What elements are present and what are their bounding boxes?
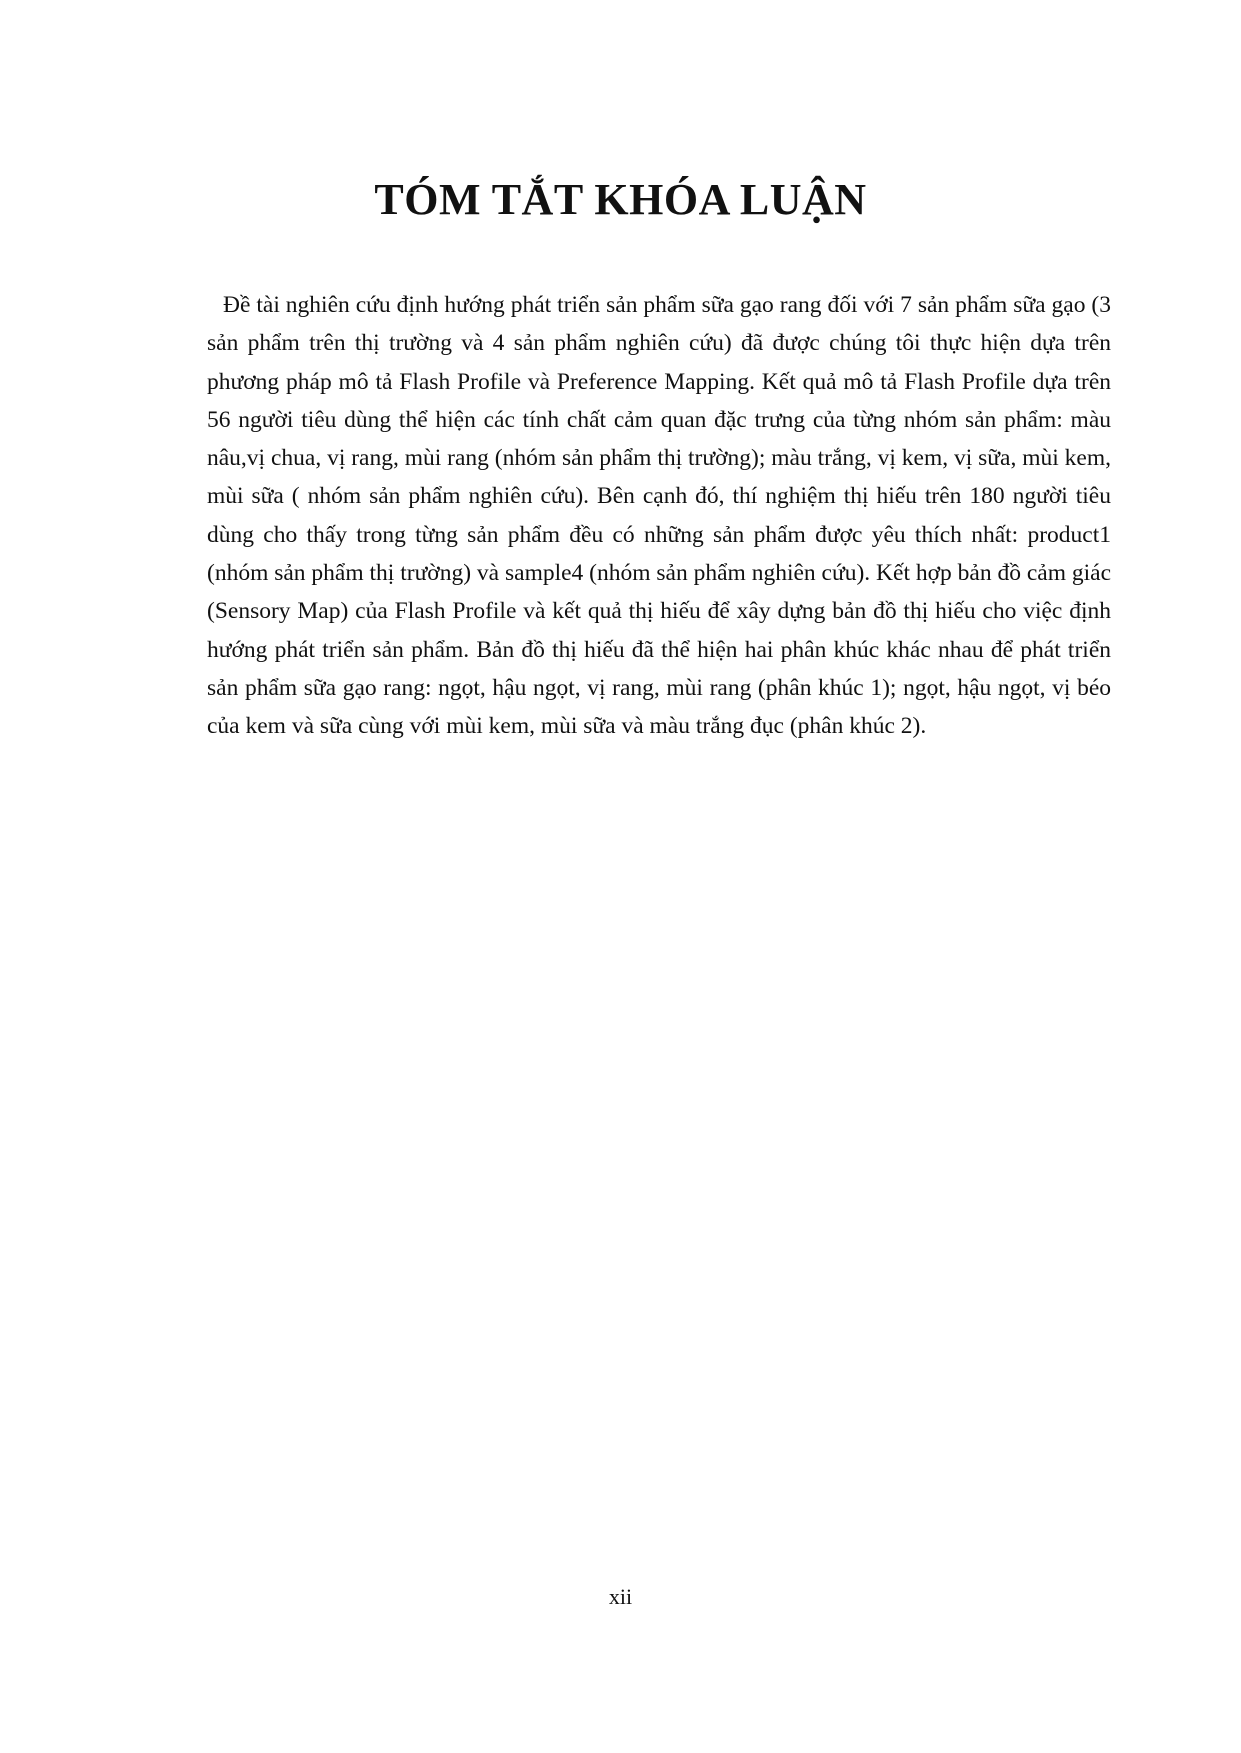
abstract-paragraph: Đề tài nghiên cứu định hướng phát triển sản phẩm sữa gạo rang đối với 7 sản phẩm sữa gạo (3 sản phẩm trên thị trường và 4 sản phẩm nghiên cứu) đã được chúng tôi thực hiện dựa trên phương pháp mô tả Flash Profile và Preference Mapping. Kết quả mô tả Flash Profile dựa trên 56 người tiêu dùng thể hiện các tính chất cảm quan đặc trưng của từng nhóm sản phẩm: màu nâu,vị chua, vị rang, mùi rang (nhóm sản phẩm thị trường); màu trắng, vị kem, vị sữa, mùi kem, mùi sữa ( nhóm sản phẩm nghiên cứu). Bên cạnh đó, thí nghiệm thị hiếu trên 180 người tiêu dùng cho thấy trong từng sản phẩm đều có những sản phẩm được yêu thích nhất: product1 (nhóm sản phẩm thị trường) và sample4 (nhóm sản phẩm nghiên cứu). Kết hợp bản đồ cảm giác (Sensory Map) của Flash Profile và kết quả thị hiếu để xây dựng bản đồ thị hiếu cho việc định hướng phát triển sản phẩm. Bản đồ thị hiếu đã thể hiện hai phân khúc khác nhau để phát triển sản phẩm sữa gạo rang: ngọt, hậu ngọt, vị rang, mùi rang (phân khúc 1); ngọt, hậu ngọt, vị béo của kem và sữa cùng với mùi kem, mùi sữa và màu trắng đục (phân khúc 2). — [207, 292, 1111, 740]
page-number: xii — [608, 1584, 633, 1609]
page-title: TÓM TẮT KHÓA LUẬN — [374, 175, 867, 224]
